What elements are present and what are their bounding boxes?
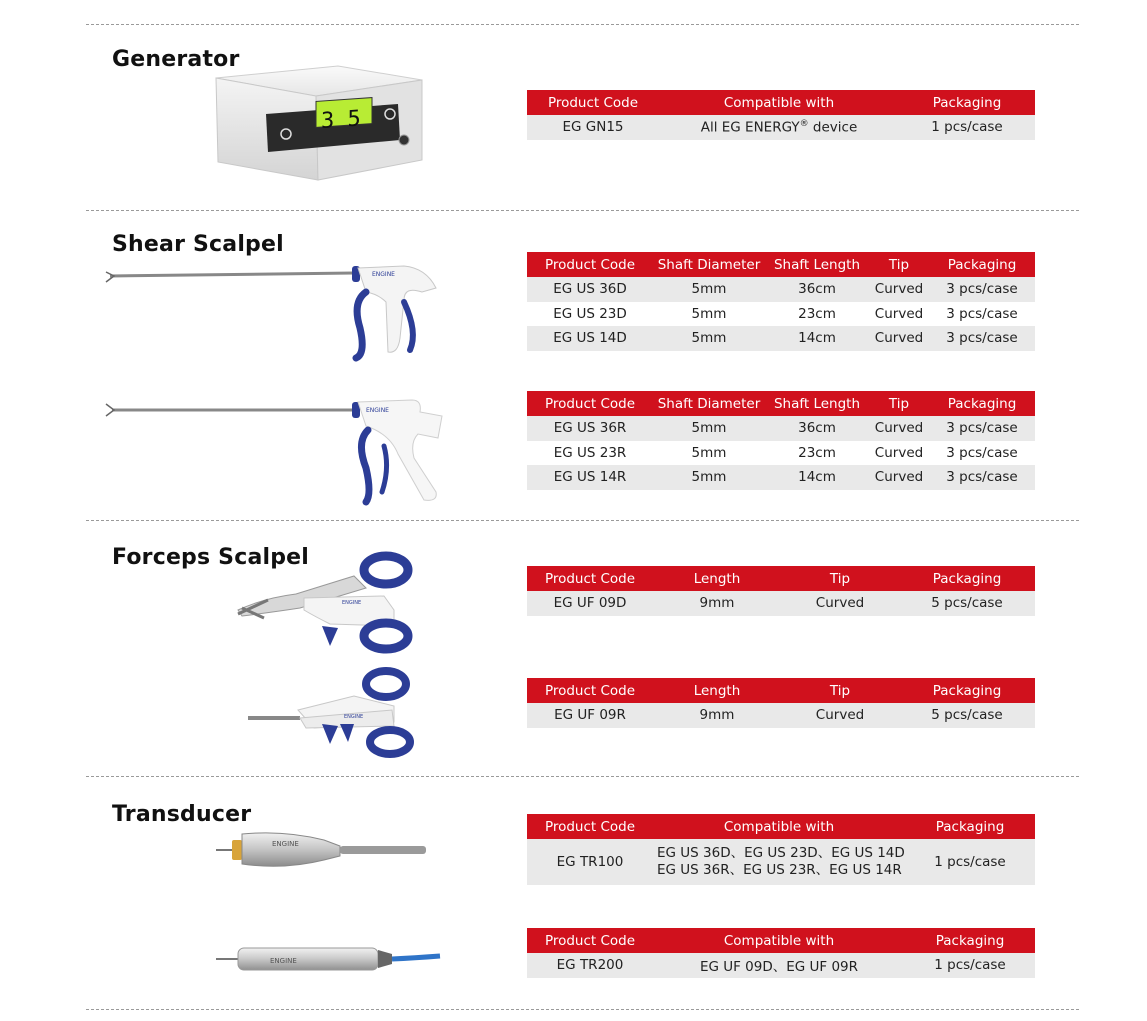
table-cell: EG US 14R: [527, 465, 653, 490]
table-header-cell: Length: [653, 678, 781, 703]
table-cell: EG UF 09R: [527, 703, 653, 728]
spec-table-transducer-tr200: [527, 928, 1035, 978]
table-cell: 5 pcs/case: [899, 591, 1035, 616]
cell-line: EG US 36D、EG US 23D、EG US 14D: [657, 845, 905, 861]
table-header-cell: Shaft Length: [765, 391, 869, 416]
table-cell: 5mm: [653, 465, 765, 490]
table-cell: 3 pcs/case: [929, 302, 1035, 327]
divider: [86, 776, 1079, 777]
table-cell: Curved: [869, 277, 929, 302]
section-title-shear-scalpel: Shear Scalpel: [112, 232, 284, 257]
table-cell: EG GN15: [527, 115, 659, 140]
table-cell: 3 pcs/case: [929, 441, 1035, 466]
table-header-cell: Packaging: [929, 391, 1035, 416]
svg-text:ENGINE: ENGINE: [342, 600, 362, 606]
table-header-cell: Packaging: [905, 928, 1035, 953]
table-cell: 5mm: [653, 326, 765, 351]
divider: [86, 1009, 1079, 1010]
table-header-cell: Tip: [869, 252, 929, 277]
table-header-cell: Compatible with: [659, 90, 899, 115]
table-cell-multiline: [653, 839, 905, 885]
table-header-cell: Product Code: [527, 566, 653, 591]
table-cell: Curved: [869, 326, 929, 351]
table-cell: EG US 36D: [527, 277, 653, 302]
spec-table-generator: [527, 90, 1035, 140]
shear-scalpel-d-icon: [104, 262, 444, 362]
table-cell: EG US 23R: [527, 441, 653, 466]
table-header-cell: Product Code: [527, 391, 653, 416]
cell-line: EG US 36R、EG US 23R、EG US 14R: [657, 862, 902, 878]
table-cell: Curved: [869, 302, 929, 327]
table-header-cell: Tip: [869, 391, 929, 416]
table-cell: 1 pcs/case: [905, 839, 1035, 885]
table-row: [527, 326, 1035, 351]
section-title-transducer: Transducer: [112, 802, 252, 827]
spec-table-shear-scalpel-r: [527, 391, 1035, 490]
svg-text:ENGINE: ENGINE: [344, 714, 364, 720]
table-cell: EG TR200: [527, 953, 653, 978]
generator-icon: [208, 62, 428, 184]
section-title-generator: Generator: [112, 47, 240, 72]
table-header-cell: Shaft Diameter: [653, 252, 765, 277]
table-cell: 23cm: [765, 302, 869, 327]
table-cell: All EG ENERGY® device: [659, 115, 899, 140]
divider: [86, 520, 1079, 521]
table-cell: 14cm: [765, 326, 869, 351]
spec-table-transducer-tr100: [527, 814, 1035, 885]
table-header-cell: Packaging: [899, 90, 1035, 115]
table-cell: EG UF 09D、EG UF 09R: [653, 953, 905, 978]
table-row: [527, 277, 1035, 302]
svg-text:ENGINE: ENGINE: [272, 840, 299, 848]
table-cell: 1 pcs/case: [899, 115, 1035, 140]
table-row: [527, 465, 1035, 490]
table-cell: EG US 23D: [527, 302, 653, 327]
table-cell: 5mm: [653, 416, 765, 441]
table-cell: 3 pcs/case: [929, 277, 1035, 302]
table-header-cell: Length: [653, 566, 781, 591]
table-cell: 14cm: [765, 465, 869, 490]
divider: [86, 24, 1079, 25]
table-cell: EG US 36R: [527, 416, 653, 441]
table-cell: 9mm: [653, 591, 781, 616]
table-cell: Curved: [869, 416, 929, 441]
table-header-cell: Product Code: [527, 678, 653, 703]
table-cell: 23cm: [765, 441, 869, 466]
table-header-cell: Tip: [781, 678, 899, 703]
transducer-tr100-icon: [214, 826, 430, 872]
table-cell: 3 pcs/case: [929, 465, 1035, 490]
table-cell: 9mm: [653, 703, 781, 728]
divider: [86, 210, 1079, 211]
table-header-cell: Product Code: [527, 814, 653, 839]
table-row: [527, 839, 1035, 885]
table-cell: EG US 14D: [527, 326, 653, 351]
table-row: [527, 416, 1035, 441]
transducer-tr200-icon: [214, 938, 442, 980]
table-header-cell: Product Code: [527, 252, 653, 277]
table-row: [527, 591, 1035, 616]
table-header-cell: Product Code: [527, 90, 659, 115]
table-header-cell: Shaft Diameter: [653, 391, 765, 416]
table-header-cell: Product Code: [527, 928, 653, 953]
table-cell: 5mm: [653, 302, 765, 327]
table-cell: 5 pcs/case: [899, 703, 1035, 728]
table-cell: 3 pcs/case: [929, 416, 1035, 441]
svg-text:ENGINE: ENGINE: [366, 407, 389, 414]
table-cell: 3 pcs/case: [929, 326, 1035, 351]
table-cell: EG UF 09D: [527, 591, 653, 616]
table-cell: 36cm: [765, 416, 869, 441]
generator-display: [321, 106, 361, 134]
table-row: [527, 115, 1035, 140]
table-header-cell: Compatible with: [653, 928, 905, 953]
table-header-cell: Packaging: [929, 252, 1035, 277]
table-header-cell: Packaging: [899, 566, 1035, 591]
table-cell: EG TR100: [527, 839, 653, 885]
table-header-cell: Compatible with: [653, 814, 905, 839]
table-cell: 5mm: [653, 277, 765, 302]
table-cell: 36cm: [765, 277, 869, 302]
table-header-cell: Shaft Length: [765, 252, 869, 277]
forceps-scalpel-r-icon: [244, 666, 420, 760]
forceps-scalpel-d-icon: [234, 550, 418, 654]
table-cell: Curved: [781, 703, 899, 728]
table-row: [527, 953, 1035, 978]
spec-table-shear-scalpel-d: [527, 252, 1035, 351]
table-header-cell: Tip: [781, 566, 899, 591]
table-cell: 5mm: [653, 441, 765, 466]
shear-scalpel-r-icon: [104, 398, 449, 506]
table-cell: Curved: [869, 465, 929, 490]
generator-display-digits: 3 5: [321, 106, 361, 135]
table-row: [527, 302, 1035, 327]
spec-table-forceps-scalpel-r: [527, 678, 1035, 728]
registered-mark: ®: [799, 119, 809, 129]
table-cell: Curved: [781, 591, 899, 616]
svg-text:ENGINE: ENGINE: [270, 957, 297, 965]
spec-table-forceps-scalpel-d: [527, 566, 1035, 616]
table-header-cell: Packaging: [905, 814, 1035, 839]
table-header-cell: Packaging: [899, 678, 1035, 703]
svg-text:ENGINE: ENGINE: [372, 271, 395, 278]
table-cell: 1 pcs/case: [905, 953, 1035, 978]
table-row: [527, 703, 1035, 728]
section-title-forceps-scalpel: Forceps Scalpel: [112, 545, 310, 570]
table-row: [527, 441, 1035, 466]
table-cell: Curved: [869, 441, 929, 466]
